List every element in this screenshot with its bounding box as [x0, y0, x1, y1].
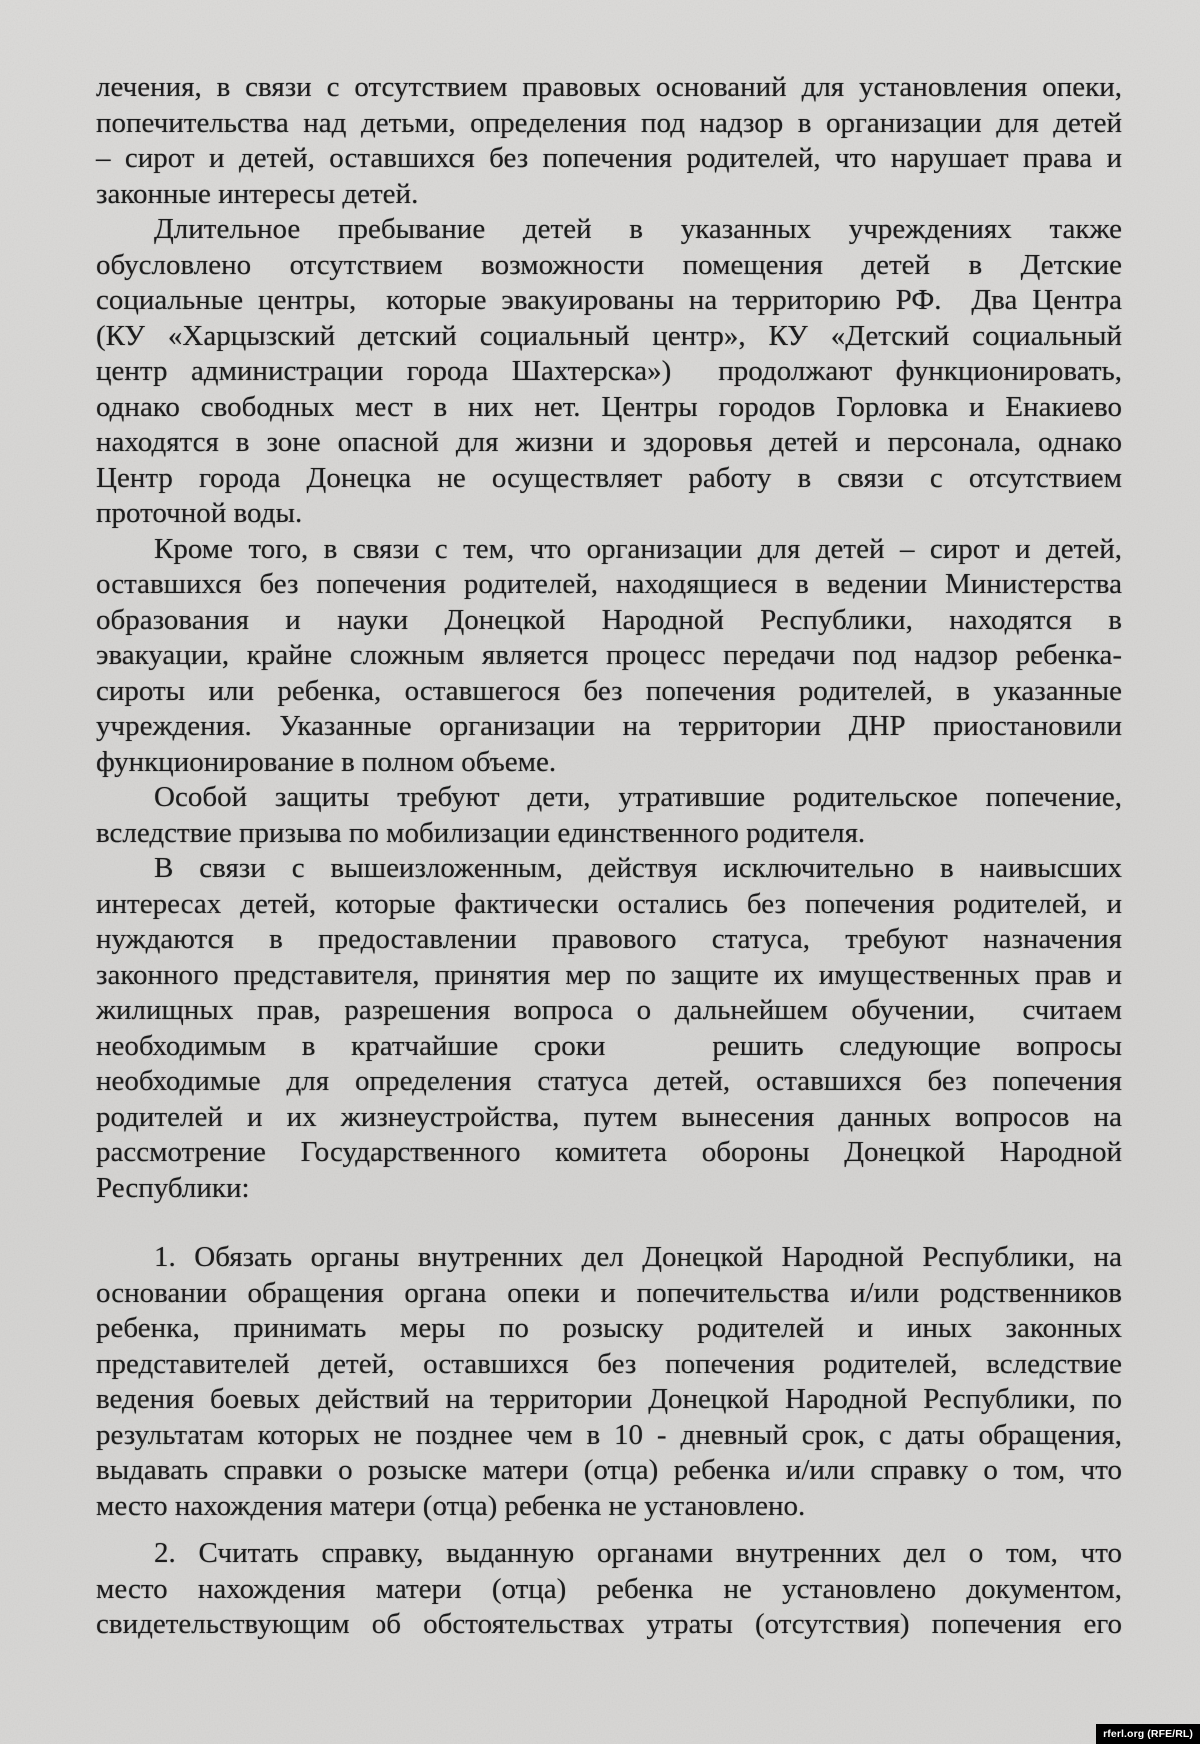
paragraph	[96, 532, 1122, 781]
text-line: проточной воды.	[96, 497, 303, 529]
text-line: находятся в зоне опасной для жизни и здоровья детей и персонала, однако	[96, 426, 1122, 458]
text-line: родителей и их жизнеустройства, путем вынесения данных вопросов на	[96, 1100, 1122, 1133]
text-line: необходимым в кратчайшие сроки решить следующие вопросы	[96, 1029, 1122, 1062]
text-line: центр администрации города Шахтерска») продолжают функционировать,	[96, 355, 1122, 387]
text-line: представителей детей, оставшихся без попечения родителей, вследствие	[96, 1347, 1122, 1380]
text-line: ведения боевых действий на территории Донецкой Народной Республики, по	[96, 1383, 1122, 1415]
text-line: Особой защиты требуют дети, утратившие родительское попечение,	[154, 781, 1122, 813]
text-line: В связи с вышеизложенным, действуя исключительно в наивысших	[154, 852, 1122, 884]
text-line: свидетельствующим об обстоятельствах утраты (отсутствия) попечения его	[96, 1608, 1122, 1640]
text-line: рассмотрение Государственного комитета обороны Донецкой Народной	[96, 1136, 1122, 1168]
text-line: вследствие призыва по мобилизации единственного родителя.	[96, 816, 866, 849]
text-line: лечения, в связи с отсутствием правовых оснований для установления опеки,	[96, 71, 1122, 103]
paragraph	[96, 1240, 1122, 1524]
text-line: (КУ «Харцызский детский социальный центр», КУ «Детский социальный	[96, 319, 1122, 352]
text-line: социальные центры, которые эвакуированы на территорию РФ. Два Центра	[96, 284, 1122, 316]
text-line: образования и науки Донецкой Народной Республики, находятся в	[96, 603, 1122, 636]
text-line: место нахождения матери (отца) ребенка не установлено.	[96, 1489, 806, 1522]
text-line: ребенка, принимать меры по розыску родителей и иных законных	[96, 1312, 1122, 1344]
text-line: – сирот и детей, оставшихся без попечения родителей, что нарушает права и	[96, 142, 1122, 174]
text-line: жилищных прав, разрешения вопроса о дальнейшем обучении, считаем	[96, 994, 1122, 1026]
text-line: необходимые для определения статуса детей, оставшихся без попечения	[96, 1065, 1122, 1097]
text-line: Центр города Донецка не осуществляет работу в связи с отсутствием	[96, 461, 1122, 494]
text-line: законные интересы детей.	[96, 177, 419, 210]
text-line: однако свободных мест в них нет. Центры городов Горловка и Енакиево	[96, 390, 1122, 423]
text-line: основании обращения органа опеки и попечительства и/или родственников	[96, 1276, 1122, 1309]
text-line: 1. Обязать органы внутренних дел Донецкой Народной Республики, на	[154, 1241, 1122, 1273]
text-line: оставшихся без попечения родителей, находящиеся в ведении Министерства	[96, 568, 1122, 600]
text-line: законного представителя, принятия мер по защите их имущественных прав и	[96, 958, 1122, 991]
text-line: Кроме того, в связи с тем, что организации для детей – сирот и детей,	[154, 532, 1122, 565]
text-line: место нахождения матери (отца) ребенка не установлено документом,	[96, 1572, 1122, 1605]
text-line: Республики:	[96, 1171, 250, 1204]
watermark-rferl: rferl.org (RFE/RL)	[1096, 1724, 1200, 1744]
text-line: эвакуации, крайне сложным является процесс передачи под надзор ребенка-	[96, 639, 1122, 671]
text-block	[96, 70, 1122, 1643]
text-line: Длительное пребывание детей в указанных учреждениях также	[154, 213, 1122, 245]
text-line: результатам которых не позднее чем в 10 - дневный срок, с даты обращения,	[96, 1418, 1122, 1451]
paragraph	[96, 212, 1122, 532]
paragraph	[96, 70, 1122, 212]
text-line: нуждаются в предоставлении правового статуса, требуют назначения	[96, 923, 1122, 955]
paragraph	[96, 851, 1122, 1206]
text-line: интересах детей, которые фактически остались без попечения родителей, и	[96, 887, 1122, 920]
text-line: обусловлено отсутствием возможности помещения детей в Детские	[96, 248, 1122, 281]
text-line: попечительства над детьми, определения под надзор в организации для детей	[96, 106, 1122, 139]
text-line: учреждения. Указанные организации на территории ДНР приостановили	[96, 710, 1122, 742]
paragraph	[96, 1536, 1122, 1643]
text-line: выдавать справки о розыске матери (отца) ребенка и/или справку о том, что	[96, 1454, 1122, 1486]
paragraph	[96, 780, 1122, 851]
text-line: сироты или ребенка, оставшегося без попечения родителей, в указанные	[96, 674, 1122, 707]
text-line: 2. Считать справку, выданную органами внутренних дел о том, что	[154, 1537, 1122, 1569]
text-line: функционирование в полном объеме.	[96, 745, 557, 778]
